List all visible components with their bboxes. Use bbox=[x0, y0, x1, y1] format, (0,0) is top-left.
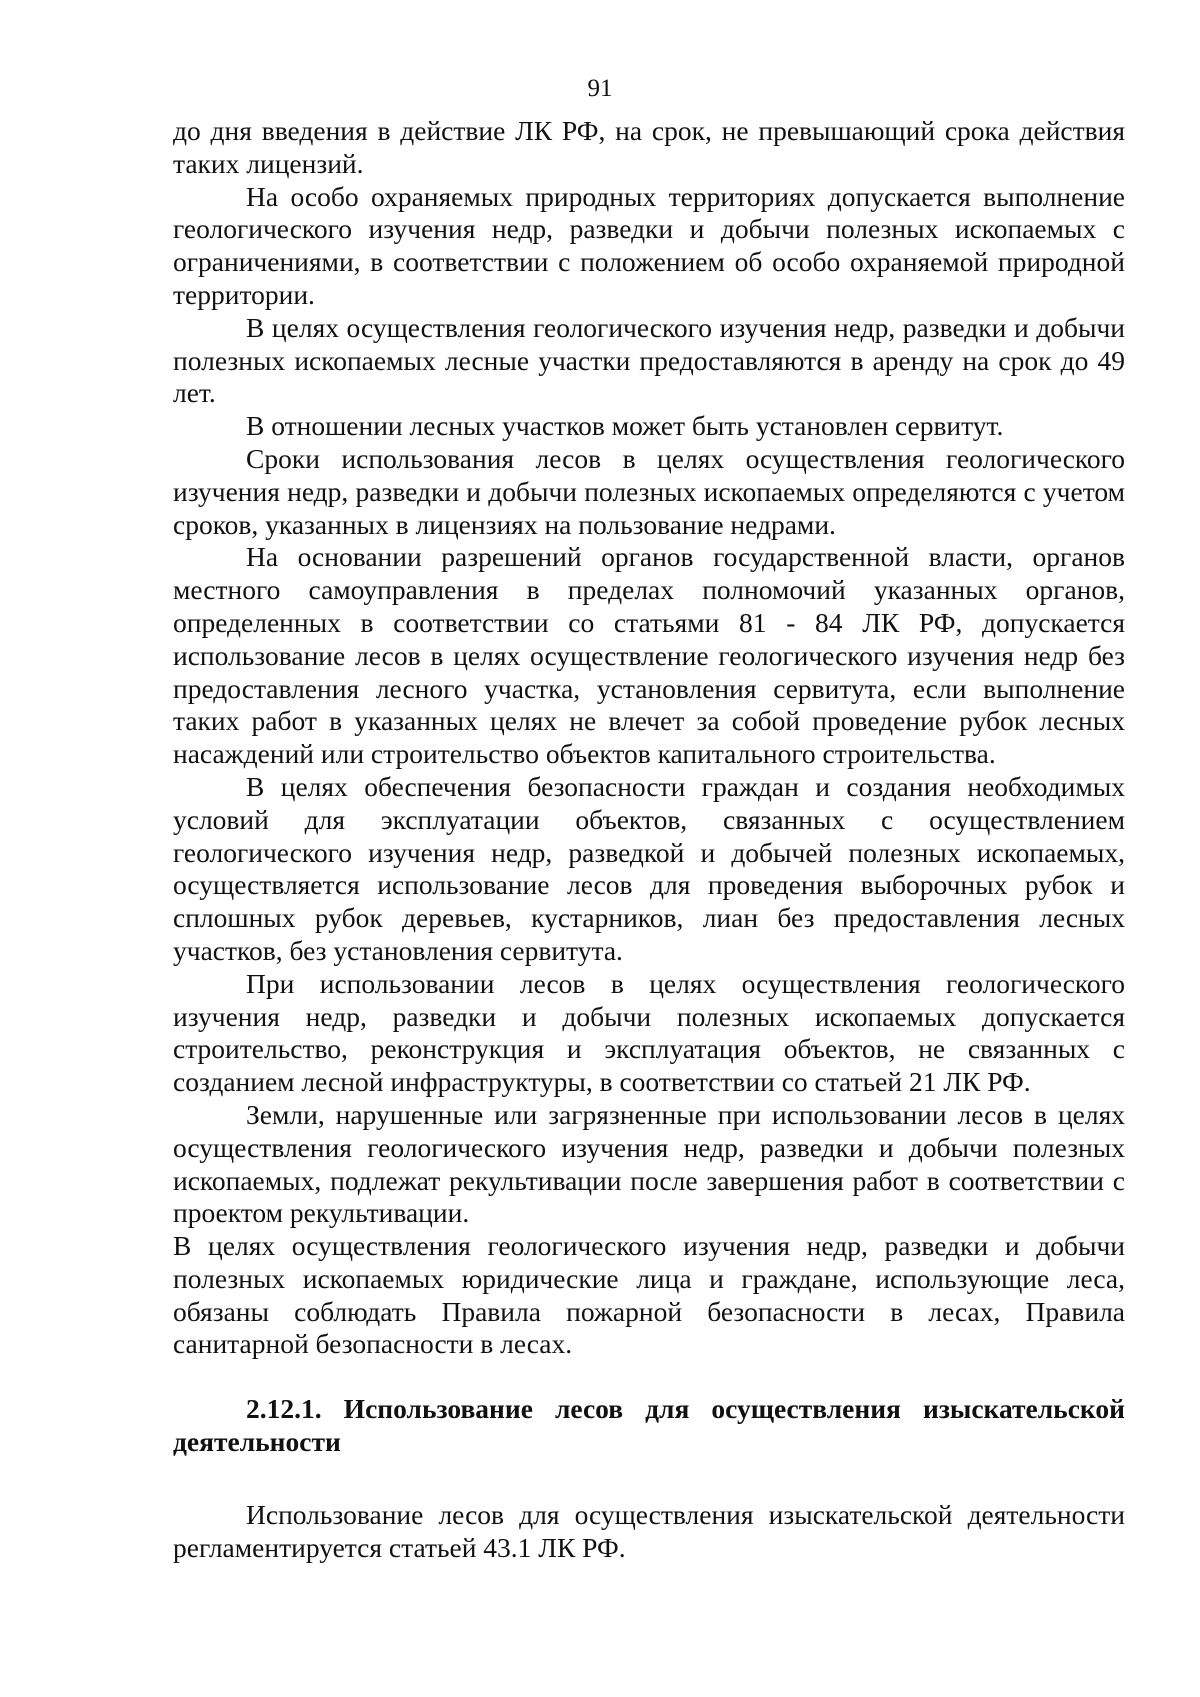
paragraph-permits: На основании разрешений органов государственной власти, органов местного самоуправления в пределах полномочий указанных органов, определенных в соответствии со статьями 81 - 84 ЛК РФ, допускается использование лесов в целях осуществление геологического изучения недр без предоставления лесного участка, установления сервитута, если выполнение таких работ в указанных целях не влечет за собой проведение рубок лесных насаждений или строительство объектов капитального строительства. bbox=[173, 541, 1125, 770]
section-paragraph: Использование лесов для осуществления изыскательской деятельности регламентируется статьей 43.1 ЛК РФ. bbox=[173, 1498, 1125, 1563]
paragraph-fire-safety-rules: В целях осуществления геологического изучения недр, разведки и добычи полезных ископаемых юридические лица и граждане, использующие леса, обязаны соблюдать Правила пожарной безопасности в лесах, Правила санитарной безопасности в лесах. bbox=[173, 1230, 1125, 1360]
paragraph-construction: При использовании лесов в целях осуществления геологического изучения недр, разведки и добычи полезных ископаемых допускается строительство, реконструкция и эксплуатация объектов, не связанных с созданием лесной инфраструктуры, в соответствии со статьей 21 ЛК РФ. bbox=[173, 967, 1125, 1098]
document-body bbox=[173, 115, 1125, 1564]
page-number: 91 bbox=[587, 75, 613, 102]
paragraph-recultivation: Земли, нарушенные или загрязненные при использовании лесов в целях осуществления геологического изучения недр, разведки и добычи полезных ископаемых, подлежат рекультивации после завершения работ в соответствии с проектом рекультивации. bbox=[173, 1098, 1125, 1229]
section-heading: 2.12.1. Использование лесов для осуществления изыскательской деятельности bbox=[173, 1393, 1125, 1458]
paragraph-servitude: В отношении лесных участков может быть установлен сервитут. bbox=[246, 410, 1004, 442]
paragraph-safety-felling: В целях обеспечения безопасности граждан и создания необходимых условий для эксплуатации объектов, связанных с осуществлением геологического изучения недр, разведкой и добычей полезных ископаемых, осуществляется использование лесов для проведения выборочных рубок и сплошных рубок деревьев, кустарников, лиан без предоставления лесных участков, без установления сервитута. bbox=[173, 770, 1125, 966]
paragraph-protected-territories: На особо охраняемых природных территориях допускается выполнение геологического изучения недр, разведки и добычи полезных ископаемых с ограничениями, в соответствии с положением об особо охраняемой природной территории. bbox=[173, 180, 1125, 310]
paragraph-lease-term: В целях осуществления геологического изучения недр, разведки и добычи полезных ископаемых лесные участки предоставляются в аренду на срок до 49 лет. bbox=[173, 311, 1125, 409]
paragraph-continuation: до дня введения в действие ЛК РФ, на срок, не превышающий срока действия таких лицензий. bbox=[173, 115, 1125, 179]
paragraph-usage-terms: Сроки использования лесов в целях осуществления геологического изучения недр, разведки и добычи полезных ископаемых определяются с учетом сроков, указанных в лицензиях на пользование недрами. bbox=[173, 442, 1125, 540]
